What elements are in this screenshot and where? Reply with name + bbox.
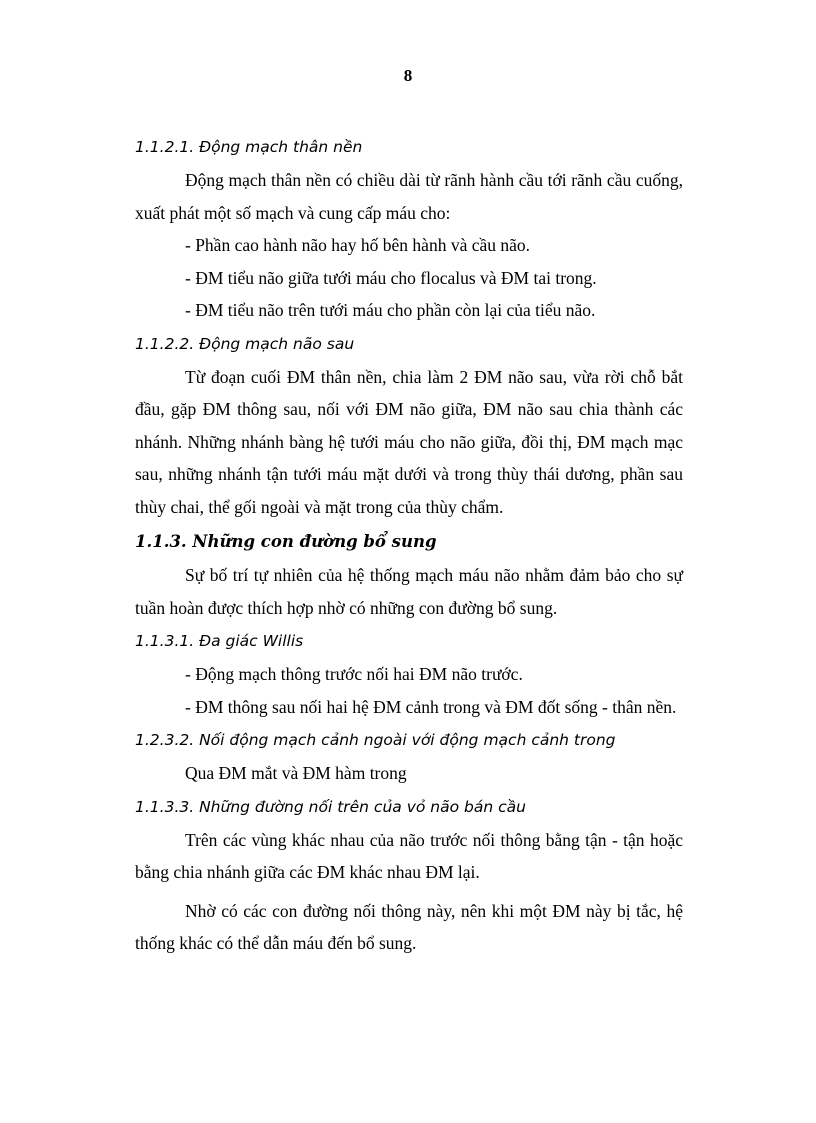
paragraph-collateral-routes: Sự bố trí tự nhiên của hệ thống mạch máu não nhằm đảm bảo cho sự tuần hoàn được thích hợp nhờ có những con đường bổ sung.: [135, 565, 683, 618]
heading-carotid-anastomosis: 1.2.3.2. Nối động mạch cảnh ngoài với động mạch cảnh trong: [135, 731, 616, 749]
list-item: - Phần cao hành não hay hố bên hành và cầu não.: [185, 235, 531, 255]
paragraph-alternate-supply: Nhờ có các con đường nối thông này, nên khi một ĐM này bị tắc, hệ thống khác có thể dẫn máu đến bổ sung.: [135, 900, 683, 953]
list-item: - ĐM tiểu não trên tưới máu cho phần còn lại của tiểu não.: [185, 300, 596, 320]
list-item: - ĐM tiểu não giữa tưới máu cho flocalus và ĐM tai trong.: [185, 267, 597, 288]
heading-posterior-cerebral-artery: 1.1.2.2. Động mạch não sau: [135, 334, 355, 353]
list-item: - Động mạch thông trước nối hai ĐM não trước.: [185, 664, 523, 684]
text-line: Qua ĐM mắt và ĐM hàm trong: [185, 763, 407, 783]
heading-collateral-routes: 1.1.3. Những con đường bổ sung: [135, 532, 437, 551]
paragraph-posterior-cerebral-artery: Từ đoạn cuối ĐM thân nền, chia làm 2 ĐM não sau, vừa rời chỗ bắt đầu, gặp ĐM thông sau, nối với ĐM não giữa, ĐM não sau chia thành các nhánh. Những nhánh bàng hệ tưới máu cho não giữa, đồi thị, ĐM mạch mạc sau, những nhánh tận tưới máu mặt dưới và trong thùy thái dương, phần sau thùy chai, thể gối ngoài và mặt trong của thùy chẩm.: [135, 366, 683, 517]
heading-circle-of-willis: 1.1.3.1. Đa giác Willis: [135, 632, 304, 650]
paragraph-basilar-artery: Động mạch thân nền có chiều dài từ rãnh hành cầu tới rãnh cầu cuống, xuất phát một số mạch và cung cấp máu cho:: [135, 170, 683, 223]
list-item: - ĐM thông sau nối hai hệ ĐM cảnh trong và ĐM đốt sống - thân nền.: [185, 696, 677, 717]
heading-cortical-anastomoses: 1.1.3.3. Những đường nối trên của vỏ não bán cầu: [135, 797, 526, 816]
page-number: 8: [403, 66, 413, 85]
paragraph-cortical-anastomoses: Trên các vùng khác nhau của não trước nối thông bằng tận - tận hoặc bằng chia nhánh giữa các ĐM khác nhau ĐM lại.: [135, 829, 683, 882]
document-body: [135, 130, 683, 960]
heading-basilar-artery: 1.1.2.1. Động mạch thân nền: [135, 138, 363, 156]
